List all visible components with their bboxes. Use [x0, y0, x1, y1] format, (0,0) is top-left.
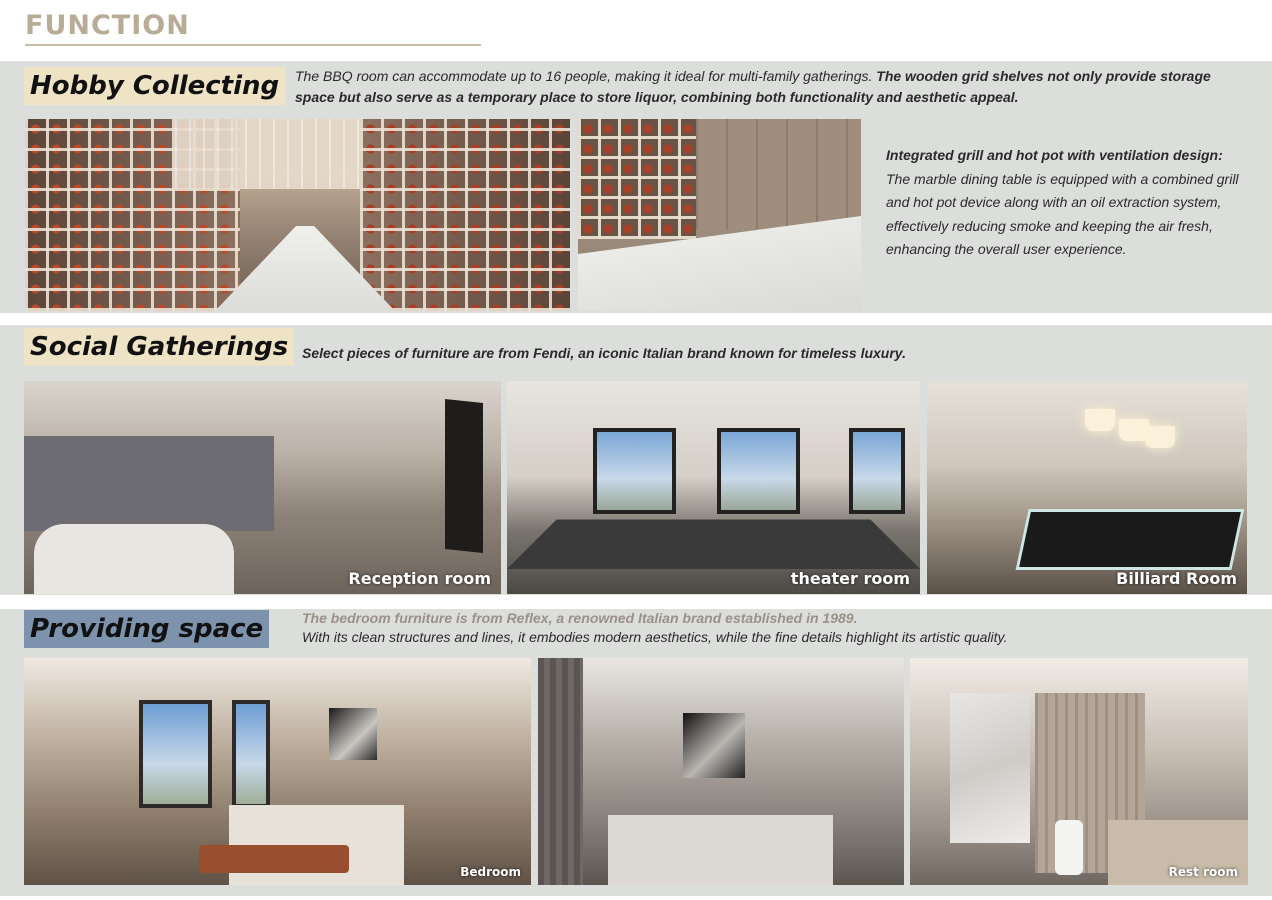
caption-bedroom: Bedroom	[460, 865, 521, 879]
tv-screen	[445, 399, 483, 553]
wall-panels	[696, 119, 861, 229]
sofa	[34, 524, 234, 594]
reception-room-photo	[24, 381, 501, 594]
marble-wall	[950, 693, 1030, 843]
window-left	[139, 700, 212, 808]
window-right	[232, 700, 270, 808]
sectional-sofa	[507, 514, 920, 569]
pendant-lamp	[1085, 409, 1115, 431]
pendant-lamp	[1145, 426, 1175, 448]
section-providing-space	[0, 609, 1272, 896]
section-label-social: Social Gatherings	[24, 328, 294, 366]
space-description-body: With its clean structures and lines, it embodies modern aesthetics, while the fine details highlight its artistic quality.	[302, 629, 1008, 645]
section-social-gatherings	[0, 325, 1272, 595]
hobby-description-plain: The BBQ room can accommodate up to 16 people, making it ideal for multi-family gatherings.	[295, 68, 873, 84]
theater-room-photo	[507, 381, 920, 594]
bedroom-photo	[24, 658, 531, 885]
space-description	[302, 609, 1252, 647]
space-description-brand: The bedroom furniture is from Reflex, a renowned Italian brand established in 1989.	[302, 610, 858, 626]
bbq-room-photo-detail	[578, 119, 861, 311]
social-description	[302, 343, 1202, 364]
rest-room-photo	[910, 658, 1248, 885]
toilet	[1055, 820, 1083, 875]
upholstered-wall	[24, 436, 274, 531]
bedroom-photo-2	[538, 658, 904, 885]
caption-billiard-room: Billiard Room	[1116, 569, 1237, 588]
grill-body: The marble dining table is equipped with a combined grill and hot pot device along with an oil extraction system, effectively reducing smoke and keeping the air fresh, enhancing the overall user experience.	[886, 170, 1239, 257]
liquor-shelf	[578, 119, 696, 239]
bed	[608, 815, 833, 885]
hobby-description-bold: The wooden grid shelves not only provide storage space but also serve as a temporary place to store liquor, combining both functionality and aesthetic appeal.	[295, 68, 1211, 105]
billiard-table	[1016, 509, 1245, 570]
window-left	[593, 428, 676, 514]
curtain	[538, 658, 583, 885]
bbq-room-photo-wide	[25, 119, 570, 311]
title-underline	[25, 44, 481, 46]
caption-rest-room: Rest room	[1168, 865, 1238, 879]
wall-art	[329, 708, 377, 760]
liquor-shelf-right	[360, 119, 570, 311]
billiard-room-photo	[927, 381, 1247, 594]
window-right	[849, 428, 905, 514]
hobby-description	[295, 66, 1245, 108]
section-label-space: Providing space	[24, 610, 269, 648]
section-hobby-collecting	[0, 61, 1272, 313]
caption-reception-room: Reception room	[348, 569, 491, 588]
grill-heading: Integrated grill and hot pot with ventilation design:	[886, 147, 1223, 163]
page-title: FUNCTION	[25, 10, 190, 41]
leather-bench	[199, 845, 349, 873]
section-label-hobby: Hobby Collecting	[24, 67, 285, 105]
window-center	[717, 428, 800, 514]
caption-theater-room: theater room	[790, 569, 910, 588]
wall-art	[683, 713, 745, 778]
grill-description	[886, 144, 1256, 262]
social-description-text: Select pieces of furniture are from Fendi, an iconic Italian brand known for timeless luxury.	[302, 345, 906, 361]
